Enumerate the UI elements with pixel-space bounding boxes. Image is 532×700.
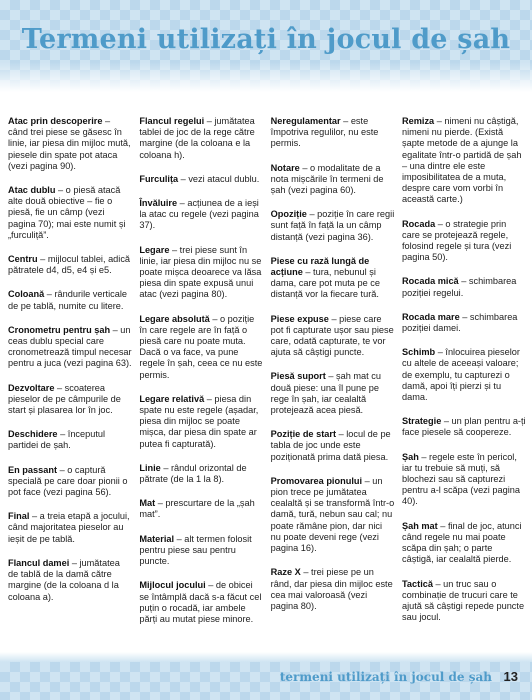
glossary-term: Schimb	[401, 347, 436, 358]
glossary-definition: – schimbarea poziției regelui.	[401, 276, 517, 298]
glossary-definition: – jumătatea de tablă de la damă către margine (de la coloana d la coloana a).	[8, 557, 120, 602]
glossary-entry	[271, 163, 395, 197]
glossary-term: Poziție de start	[270, 429, 337, 440]
glossary-entry	[402, 276, 526, 298]
glossary-definition: – tura, nebunul și dama, care pot muta pe ce distanță vor la fiecare tură.	[270, 267, 380, 300]
glossary-term: Mat	[139, 498, 156, 509]
glossary-entry	[8, 558, 132, 603]
glossary-definition: – o strategie prin care se protejează regele, folosind regele și tura (vezi pagina 50).	[401, 218, 512, 263]
glossary-term: Remiza	[401, 116, 435, 126]
glossary-term: Șah mat	[401, 520, 438, 531]
glossary-column-4	[402, 116, 526, 651]
glossary-term: Legare relativă	[139, 393, 205, 404]
glossary-term: Atac dublu	[8, 185, 56, 196]
glossary-definition: – un truc sau o combinație de trucuri care te ajută să câștigi repede puncte sau jocul.	[401, 578, 525, 623]
glossary-term: Promovarea pionului	[270, 475, 363, 486]
glossary-definition: – scoaterea pieselor de pe câmpurile de start și plasarea lor în joc.	[8, 382, 121, 416]
glossary-entry	[402, 312, 526, 334]
glossary-entry	[8, 289, 132, 311]
glossary-definition: – este împotriva regulilor, nu este permis.	[270, 116, 379, 149]
glossary-entry	[139, 394, 263, 450]
glossary-entry	[139, 534, 263, 568]
glossary-term: Deschidere	[8, 429, 58, 440]
glossary-entry	[139, 116, 263, 161]
footer-fade	[0, 652, 532, 662]
glossary-term: Piese cu rază lungă de acțiune	[270, 255, 370, 278]
glossary-term: En passant	[8, 464, 58, 475]
glossary-entry	[271, 209, 395, 243]
glossary-entry	[402, 416, 526, 438]
glossary-definition: – un ceas dublu special care cronometrează timpul necesar pentru a juca (vezi pagina 63).	[8, 324, 132, 369]
glossary-entry	[139, 314, 263, 381]
glossary-definition: – piesa din spate nu este regele (așadar, piesa din mijloc se poate mișca, dar piesa din spate ar putea fi capturată).	[139, 393, 259, 449]
glossary-entry	[271, 314, 395, 359]
glossary-term: Rocada mare	[401, 311, 460, 322]
glossary-term: Rocada	[401, 218, 436, 229]
glossary-term: Raze X	[270, 567, 301, 578]
glossary-definition: – a treia etapă a jocului, când majoritatea pieselor au ieșit de pe tablă.	[8, 511, 130, 544]
glossary-term: Centru	[8, 254, 38, 265]
glossary-term: Notare	[270, 162, 300, 173]
glossary-columns	[8, 116, 526, 651]
glossary-definition: – alt termen folosit pentru piese sau pentru puncte.	[139, 533, 252, 567]
glossary-entry	[271, 256, 395, 301]
glossary-definition: – schimbarea poziției damei.	[401, 311, 518, 334]
glossary-term: Învăluire	[139, 198, 178, 209]
glossary-entry	[8, 383, 132, 417]
footer-title: termeni utilizați în jocul de șah	[279, 670, 492, 684]
glossary-entry	[8, 465, 132, 499]
glossary-term: Cronometru pentru șah	[8, 324, 111, 335]
glossary-entry	[8, 254, 132, 276]
glossary-definition: – acțiunea de a ieși la atac cu regele (vezi pagina 37).	[139, 198, 259, 231]
glossary-definition: – începutul partidei de șah.	[8, 429, 106, 451]
glossary-column-3	[271, 116, 395, 651]
glossary-term: Tactică	[401, 578, 433, 589]
glossary-entry	[139, 198, 263, 232]
glossary-entry	[139, 498, 263, 520]
glossary-term: Furculița	[139, 173, 179, 184]
glossary-term: Opoziție	[270, 209, 307, 220]
glossary-term: Legare	[139, 244, 170, 255]
glossary-entry	[8, 429, 132, 451]
glossary-term: Rocada mică	[401, 276, 459, 287]
glossary-definition: – șah mat cu două piese: una îl pune pe rege în șah, iar cealaltă protejează acea piesă.	[270, 371, 381, 416]
glossary-definition: – când trei piese se găsesc în linie, iar piesa din mijloc mută, piesele din spate pot ataca (vezi pagina 90).	[8, 116, 131, 171]
glossary-definition: – vezi atacul dublu.	[178, 173, 260, 184]
glossary-column-2	[139, 116, 263, 651]
glossary-term: Atac prin descoperire	[8, 116, 103, 126]
glossary-term: Piese expuse	[270, 313, 329, 324]
glossary-definition: – final de joc, atunci când regele nu mai poate scăpa din șah; o parte câștigă, iar cealaltă pierde.	[401, 520, 522, 565]
glossary-entry	[402, 521, 526, 566]
glossary-definition: – trei piese pe un rând, dar piesa din mijloc este cea mai valoroasă (vezi pagina 80).	[270, 567, 393, 611]
glossary-term: Legare absolută	[139, 313, 210, 324]
glossary-definition: – jumătatea tablei de joc de la rege către margine (de la coloana e la coloana h).	[139, 116, 255, 160]
glossary-term: Piesă suport	[270, 371, 326, 382]
footer-banner	[0, 662, 532, 700]
glossary-definition: – nimeni nu câștigă, nimeni nu pierde. (Există șapte metode de a ajunge la egalitate într-o partidă de șah – una dintre ele este imposibilitatea de a muta, despre care vom vorbi în această carte.)	[401, 116, 522, 205]
glossary-term: Șah	[401, 451, 419, 462]
glossary-definition: – locul de pe tabla de joc unde este poziționată prima dată piesa.	[270, 429, 391, 462]
page-number: 13	[503, 669, 518, 684]
glossary-definition: – regele este în pericol, iar tu trebuie să muți, să blochezi sau să capturezi pentru a-l scăpa (vezi pagina 40).	[401, 451, 520, 507]
glossary-entry	[402, 452, 526, 508]
glossary-definition: – piese care pot fi capturate ușor sau piese care, odată capturate, te vor ajuta să câștigi puncte.	[270, 313, 394, 358]
glossary-entry	[402, 347, 526, 403]
glossary-entry	[139, 245, 263, 301]
glossary-entry	[271, 116, 395, 150]
glossary-term: Coloană	[8, 289, 45, 300]
glossary-definition: – de obicei se întâmplă dacă s-a făcut cel puțin o rocadă, iar ambele părți au mutat piese minore.	[139, 580, 262, 624]
glossary-term: Neregulamentar	[270, 116, 341, 126]
glossary-entry	[271, 371, 395, 416]
glossary-definition: – poziție în care regii sunt față în față la un câmp distanță (vezi pagina 36).	[270, 209, 395, 242]
glossary-entry	[402, 579, 526, 624]
glossary-definition: – un plan pentru a-ți face piesele să coopereze.	[401, 416, 526, 438]
glossary-entry	[402, 219, 526, 264]
glossary-term: Flancul regelui	[139, 116, 205, 126]
glossary-entry	[139, 580, 263, 625]
page-title: Termeni utilizați în jocul de șah	[21, 24, 511, 55]
glossary-definition: – trei piese sunt în linie, iar piesa din mijloc nu se poate mișca deoarece va lăsa piesa din spate expusă unui atac (vezi pagina 80).	[139, 244, 262, 300]
glossary-definition: – o poziție în care regele are în față o piesă care nu poate muta. Dacă o va face, va pune regele în șah, ceea ce nu este permis.	[139, 313, 263, 380]
glossary-entry	[8, 116, 132, 172]
glossary-definition: – prescurtare de la „șah mat”.	[139, 498, 255, 520]
glossary-entry	[139, 174, 263, 185]
glossary-definition: – mijlocul tablei, adică pătratele d4, d5, e4 și e5.	[8, 254, 131, 276]
glossary-definition: – înlocuirea pieselor cu altele de aceeași valoare; de exemplu, tu capturezi o damă, apoi îți pierzi și tu dama.	[401, 347, 520, 403]
glossary-term: Material	[139, 533, 175, 544]
glossary-definition: – un pion trece pe jumătatea cealaltă și se transformă într-o damă, tură, nebun sau cal; nu poate rămâne pion, dar nici nu poate deveni rege (vezi pagina 16).	[270, 475, 395, 554]
glossary-definition: – o captură specială pe care doar pionii o pot face (vezi pagina 56).	[8, 464, 128, 498]
glossary-entry	[271, 567, 395, 612]
glossary-definition: – o modalitate de a nota mișcările în termeni de șah (vezi pagina 60).	[270, 162, 384, 196]
glossary-entry	[402, 116, 526, 206]
glossary-term: Mijlocul jocului	[139, 580, 206, 591]
glossary-definition: – o piesă atacă alte două obiective – fie o piesă, fie un câmp (vezi pagina 70); mai este numit și „furculiță”.	[8, 185, 126, 240]
glossary-entry	[271, 429, 395, 463]
glossary-entry	[8, 325, 132, 370]
glossary-term: Linie	[139, 462, 161, 473]
glossary-column-1	[8, 116, 132, 651]
glossary-entry	[8, 511, 132, 545]
glossary-entry	[139, 463, 263, 485]
glossary-term: Flancul damei	[8, 557, 70, 568]
glossary-term: Dezvoltare	[8, 382, 55, 393]
glossary-definition: – rândul orizontal de pătrate (de la 1 la 8).	[139, 462, 247, 485]
glossary-term: Final	[8, 511, 30, 522]
glossary-term: Strategie	[401, 416, 442, 427]
glossary-entry	[271, 476, 395, 554]
glossary-definition: – rândurile verticale de pe tablă, numite cu litere.	[8, 289, 127, 311]
glossary-entry	[8, 185, 132, 241]
